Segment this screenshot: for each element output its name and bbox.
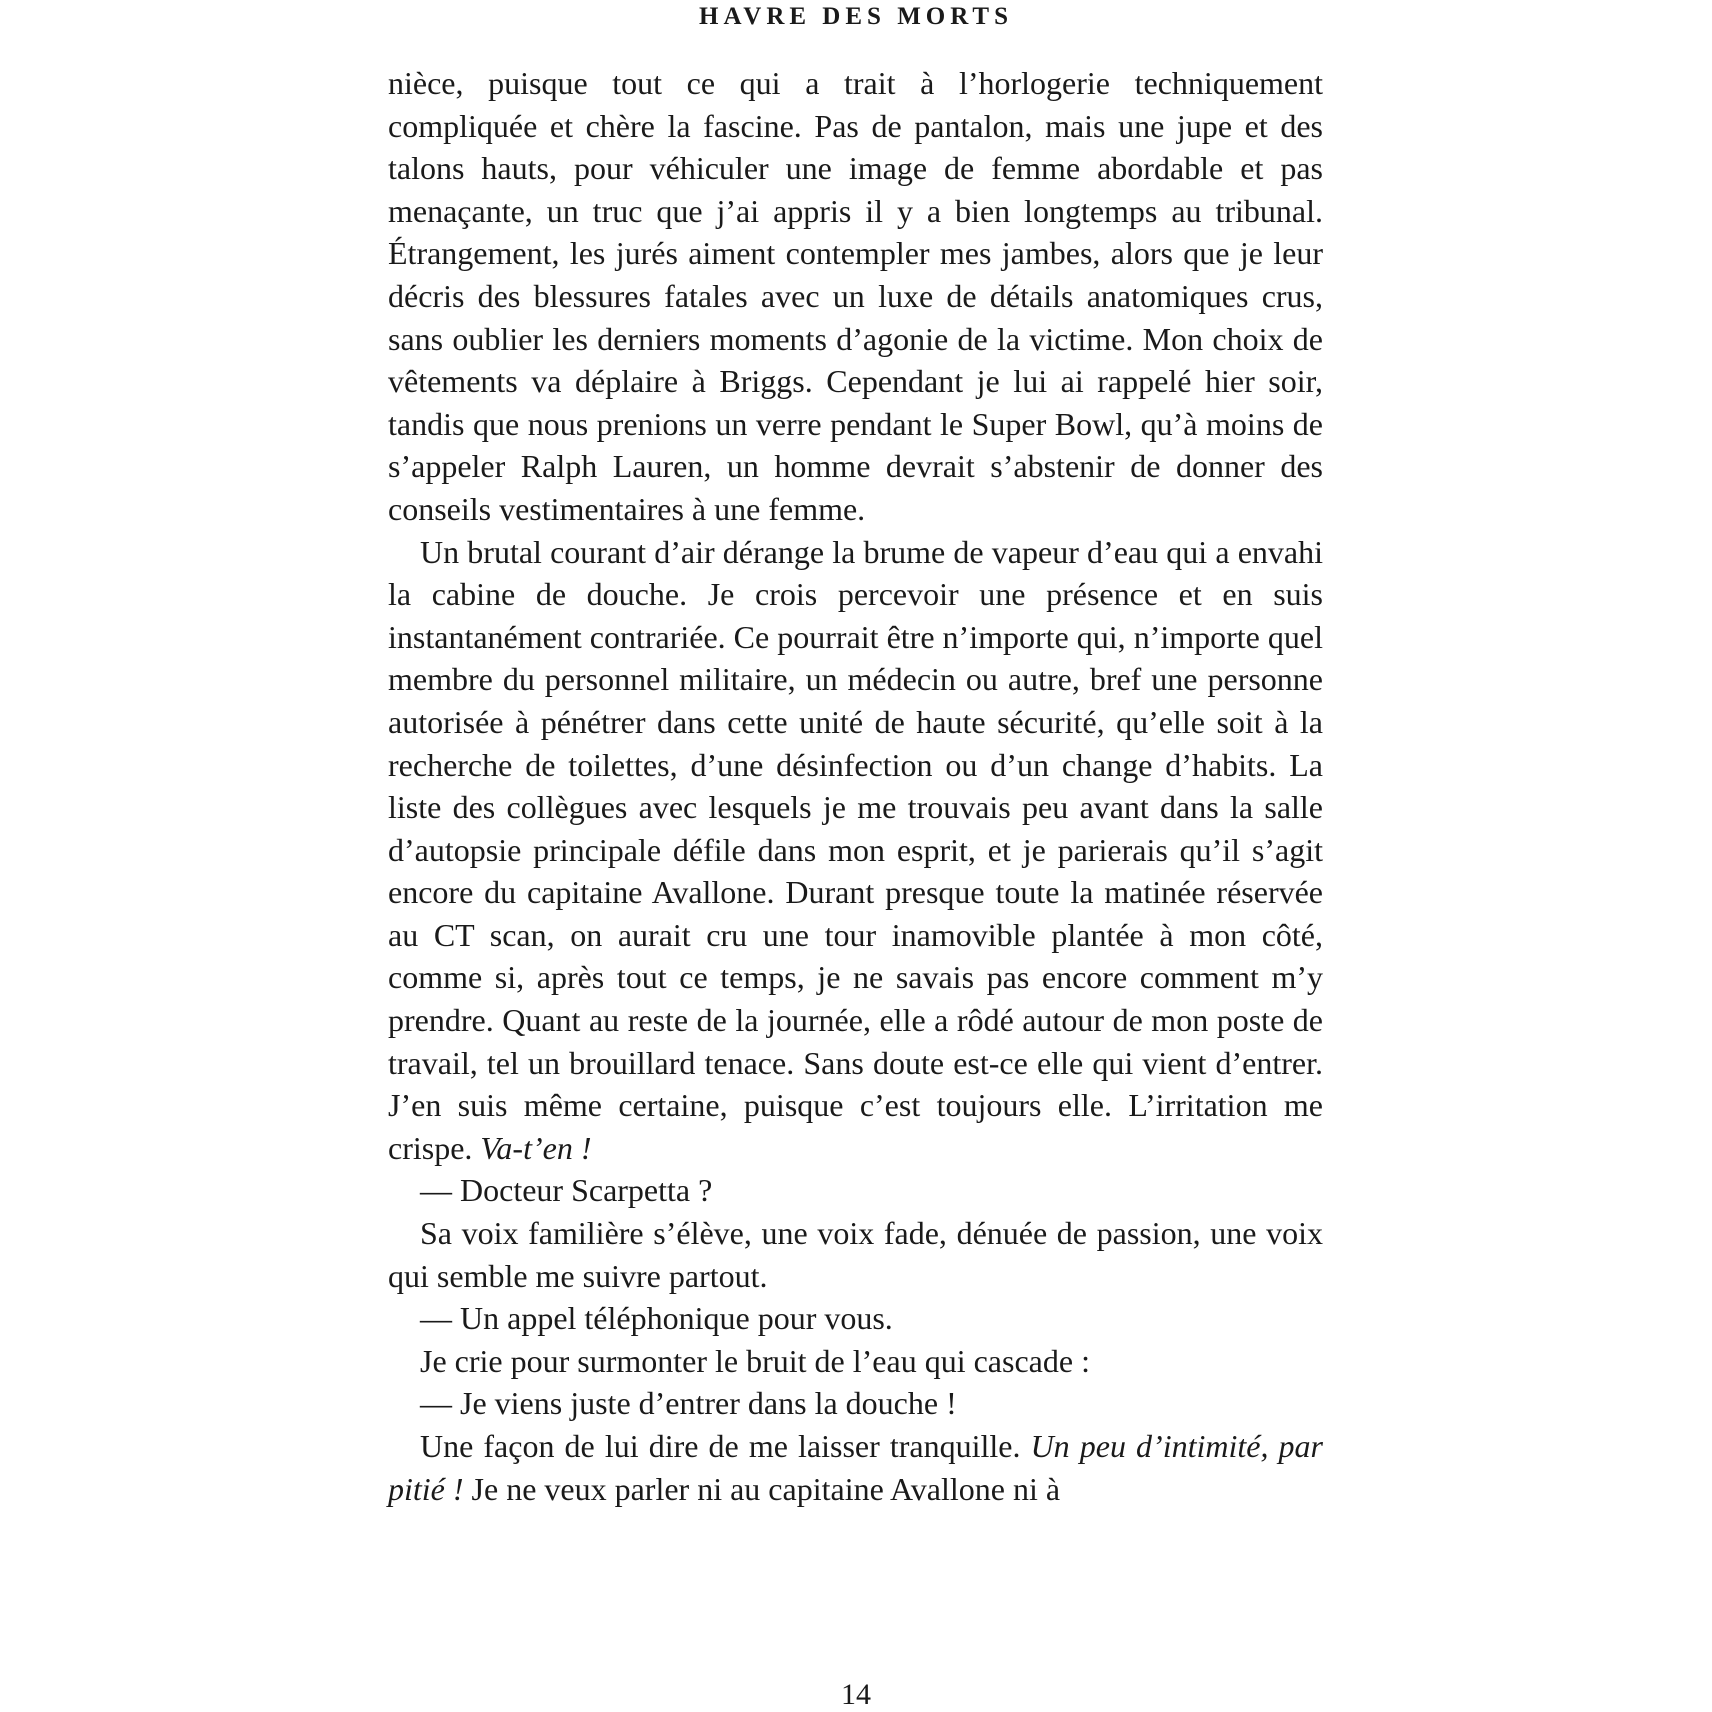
- paragraph-voix: Sa voix familière s’élève, une voix fade, dénuée de passion, une voix qui semble me suivre partout.: [388, 1215, 1323, 1294]
- paragraph-text: Un brutal courant d’air dérange la brume de vapeur d’eau qui a envahi la cabine de douche. Je crois percevoir une présence et en suis instantanément contrariée. Ce pourrait être n’importe qui, n’importe quel membre du personnel militaire, un médecin ou autre, bref une personne autorisée à pénétrer dans cette unité de haute sécurité, qu’elle soit à la recherche de toilettes, d’une désinfection ou d’un change d’habits. La liste des collègues avec lesquels je me trouvais peu avant dans la salle d’autopsie principale défile dans mon esprit, et je parierais qu’il s’agit encore du capitaine Avallone. Durant presque toute la matinée réservée au CT scan, on aurait cru une tour inamovible plantée à mon côté, comme si, après tout ce temps, je ne savais pas encore comment m’y prendre. Quant au reste de la journée, elle a rôdé autour de mon poste de travail, tel un brouillard tenace. Sans doute est-ce elle qui vient d’entrer. J’en suis même certaine, puisque c’est toujours elle. L’irritation me crispe.: [388, 533, 1323, 1166]
- page-number: 14: [841, 1678, 871, 1711]
- paragraph-text: Une façon de lui dire de me laisser tranquille.: [420, 1428, 1021, 1464]
- dialogue-line: — Docteur Scarpetta ?: [420, 1172, 713, 1209]
- paragraph-crie: Je crie pour surmonter le bruit de l’eau qui cascade :: [420, 1342, 1090, 1379]
- running-head: HAVRE DES MORTS: [699, 3, 1013, 30]
- dialogue-line: — Je viens juste d’entrer dans la douche !: [420, 1385, 957, 1422]
- body-text: [388, 62, 1323, 1510]
- paragraph-text: Je ne veux parler ni au capitaine Avallone ni à: [471, 1470, 1061, 1507]
- paragraph-continued: nièce, puisque tout ce qui a trait à l’horlogerie techniquement compliquée et chère la fascine. Pas de pantalon, mais une jupe et des talons hauts, pour véhiculer une image de femme abordable et pas menaçante, un truc que j’ai appris il y a bien longtemps au tribunal. Étrangement, les jurés aiment contempler mes jambes, alors que je leur décris des blessures fatales avec un luxe de détails anatomiques crus, sans oublier les derniers moments d’agonie de la victime. Mon choix de vêtements va déplaire à Briggs. Cependant je lui ai rappelé hier soir, tandis que nous prenions un verre pendant le Super Bowl, qu’à moins de s’appeler Ralph Lauren, un homme devrait s’abstenir de donner des conseils vestimentaires à une femme.: [388, 65, 1323, 527]
- paragraph-courant-air: [388, 531, 1323, 1170]
- paragraph-tranquille: [388, 1425, 1323, 1510]
- italic-aside: Un peu d’intimité, par pitié !: [388, 1428, 1324, 1507]
- dialogue-line: — Un appel téléphonique pour vous.: [420, 1300, 893, 1337]
- italic-exclamation: Va-t’en !: [480, 1129, 592, 1166]
